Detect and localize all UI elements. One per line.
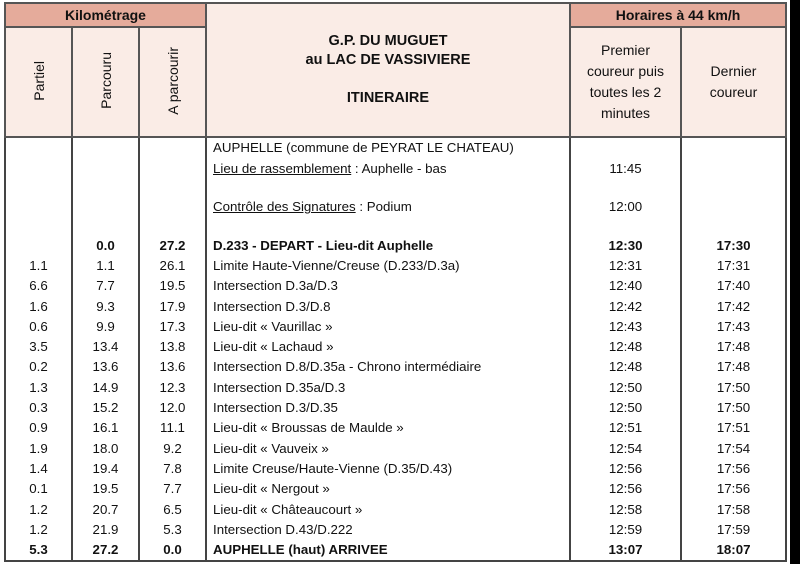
waypoint: Lieu-dit « Vauveix » <box>206 438 570 458</box>
gathering-time: 11:45 <box>570 159 681 180</box>
first-rider-time: 12:42 <box>570 296 681 316</box>
route-row <box>5 418 786 438</box>
first-rider-time: 12:50 <box>570 378 681 398</box>
distance-covered: 16.1 <box>72 418 139 438</box>
preamble-location-row <box>5 137 786 159</box>
partial-km: 1.3 <box>5 378 72 398</box>
first-rider-time: 12:56 <box>570 459 681 479</box>
distance-covered: 0.0 <box>72 236 139 256</box>
distance-remaining: 0.0 <box>139 540 206 561</box>
last-rider-time: 17:56 <box>681 459 786 479</box>
first-rider-time: 13:07 <box>570 540 681 561</box>
last-rider-time: 17:48 <box>681 337 786 357</box>
route-row <box>5 438 786 458</box>
waypoint: Intersection D.35a/D.3 <box>206 378 570 398</box>
horaires-header: Horaires à 44 km/h <box>570 3 786 27</box>
first-rider-time: 12:40 <box>570 276 681 296</box>
route-row <box>5 276 786 296</box>
distance-covered: 14.9 <box>72 378 139 398</box>
waypoint: Limite Creuse/Haute-Vienne (D.35/D.43) <box>206 459 570 479</box>
distance-covered: 9.9 <box>72 317 139 337</box>
col-header-parcouru: Parcouru <box>72 27 139 137</box>
route-row <box>5 357 786 377</box>
first-rider-time: 12:59 <box>570 520 681 540</box>
last-rider-time: 17:30 <box>681 236 786 256</box>
last-rider-time: 17:59 <box>681 520 786 540</box>
route-row <box>5 378 786 398</box>
partial-km: 1.2 <box>5 520 72 540</box>
route-row <box>5 540 786 561</box>
route-row <box>5 296 786 316</box>
last-rider-time: 17:51 <box>681 418 786 438</box>
col-header-dernier-coureur: Dernier coureur <box>681 27 786 137</box>
distance-remaining: 13.8 <box>139 337 206 357</box>
title-line-2: au LAC DE VASSIVIERE <box>305 52 471 68</box>
partial-km: 1.4 <box>5 459 72 479</box>
distance-remaining: 6.5 <box>139 499 206 519</box>
waypoint: Limite Haute-Vienne/Creuse (D.233/D.3a) <box>206 256 570 276</box>
distance-remaining: 26.1 <box>139 256 206 276</box>
partial-km <box>5 236 72 256</box>
distance-covered: 19.4 <box>72 459 139 479</box>
distance-covered: 9.3 <box>72 296 139 316</box>
distance-remaining: 11.1 <box>139 418 206 438</box>
route-row <box>5 337 786 357</box>
distance-covered: 27.2 <box>72 540 139 561</box>
route-row <box>5 398 786 418</box>
signatures-time: 12:00 <box>570 197 681 218</box>
distance-covered: 1.1 <box>72 256 139 276</box>
waypoint: Lieu-dit « Lachaud » <box>206 337 570 357</box>
preamble-gathering-row <box>5 159 786 180</box>
partial-km: 1.6 <box>5 296 72 316</box>
distance-covered: 7.7 <box>72 276 139 296</box>
col-header-a-parcourir: A parcourir <box>139 27 206 137</box>
first-rider-time: 12:48 <box>570 357 681 377</box>
waypoint: Intersection D.3/D.8 <box>206 296 570 316</box>
route-row <box>5 520 786 540</box>
route-row <box>5 459 786 479</box>
waypoint: Lieu-dit « Nergout » <box>206 479 570 499</box>
route-row <box>5 256 786 276</box>
distance-remaining: 7.8 <box>139 459 206 479</box>
preamble-signatures-row <box>5 197 786 218</box>
partial-km: 5.3 <box>5 540 72 561</box>
preamble-location: AUPHELLE (commune de PEYRAT LE CHATEAU) <box>206 137 570 159</box>
last-rider-time: 17:40 <box>681 276 786 296</box>
first-rider-time: 12:50 <box>570 398 681 418</box>
partial-km: 1.2 <box>5 499 72 519</box>
route-row <box>5 317 786 337</box>
route-row <box>5 479 786 499</box>
distance-covered: 21.9 <box>72 520 139 540</box>
last-rider-time: 18:07 <box>681 540 786 561</box>
distance-remaining: 9.2 <box>139 438 206 458</box>
partial-km: 6.6 <box>5 276 72 296</box>
partial-km: 0.3 <box>5 398 72 418</box>
first-rider-time: 12:31 <box>570 256 681 276</box>
title-line-3: ITINERAIRE <box>346 90 430 106</box>
partial-km: 1.9 <box>5 438 72 458</box>
race-title <box>206 3 570 137</box>
distance-remaining: 17.3 <box>139 317 206 337</box>
distance-covered: 18.0 <box>72 438 139 458</box>
last-rider-time: 17:48 <box>681 357 786 377</box>
distance-remaining: 7.7 <box>139 479 206 499</box>
itinerary-table <box>4 2 787 562</box>
last-rider-time: 17:42 <box>681 296 786 316</box>
waypoint: Intersection D.3/D.35 <box>206 398 570 418</box>
partial-km: 1.1 <box>5 256 72 276</box>
distance-covered: 20.7 <box>72 499 139 519</box>
distance-remaining: 17.9 <box>139 296 206 316</box>
distance-covered: 19.5 <box>72 479 139 499</box>
last-rider-time: 17:56 <box>681 479 786 499</box>
partial-km: 0.9 <box>5 418 72 438</box>
title-line-1: G.P. DU MUGUET <box>328 33 448 49</box>
last-rider-time: 17:43 <box>681 317 786 337</box>
waypoint: Lieu-dit « Broussas de Maulde » <box>206 418 570 438</box>
route-row <box>5 499 786 519</box>
partial-km: 0.1 <box>5 479 72 499</box>
col-header-premier-coureur: Premier coureur puis toutes les 2 minutes <box>570 27 681 137</box>
distance-remaining: 12.3 <box>139 378 206 398</box>
last-rider-time: 17:58 <box>681 499 786 519</box>
distance-remaining: 5.3 <box>139 520 206 540</box>
first-rider-time: 12:48 <box>570 337 681 357</box>
distance-remaining: 12.0 <box>139 398 206 418</box>
waypoint: Intersection D.8/D.35a - Chrono intermédiaire <box>206 357 570 377</box>
waypoint: Lieu-dit « Vaurillac » <box>206 317 570 337</box>
waypoint: Intersection D.3a/D.3 <box>206 276 570 296</box>
partial-km: 0.2 <box>5 357 72 377</box>
distance-remaining: 19.5 <box>139 276 206 296</box>
partial-km: 3.5 <box>5 337 72 357</box>
first-rider-time: 12:56 <box>570 479 681 499</box>
preamble-gathering: Lieu de rassemblement : Auphelle - bas <box>206 159 570 180</box>
first-rider-time: 12:30 <box>570 236 681 256</box>
first-rider-time: 12:43 <box>570 317 681 337</box>
waypoint: D.233 - DEPART - Lieu-dit Auphelle <box>206 236 570 256</box>
first-rider-time: 12:54 <box>570 438 681 458</box>
distance-covered: 13.6 <box>72 357 139 377</box>
waypoint: Intersection D.43/D.222 <box>206 520 570 540</box>
kilometrage-header: Kilométrage <box>5 3 206 27</box>
waypoint: AUPHELLE (haut) ARRIVEE <box>206 540 570 561</box>
last-rider-time: 17:50 <box>681 398 786 418</box>
partial-km: 0.6 <box>5 317 72 337</box>
route-row <box>5 236 786 256</box>
last-rider-time: 17:31 <box>681 256 786 276</box>
preamble-signatures: Contrôle des Signatures : Podium <box>206 197 570 218</box>
col-header-partiel: Partiel <box>5 27 72 137</box>
last-rider-time: 17:50 <box>681 378 786 398</box>
distance-remaining: 27.2 <box>139 236 206 256</box>
distance-covered: 15.2 <box>72 398 139 418</box>
last-rider-time: 17:54 <box>681 438 786 458</box>
waypoint: Lieu-dit « Châteaucourt » <box>206 499 570 519</box>
first-rider-time: 12:51 <box>570 418 681 438</box>
distance-covered: 13.4 <box>72 337 139 357</box>
distance-remaining: 13.6 <box>139 357 206 377</box>
first-rider-time: 12:58 <box>570 499 681 519</box>
